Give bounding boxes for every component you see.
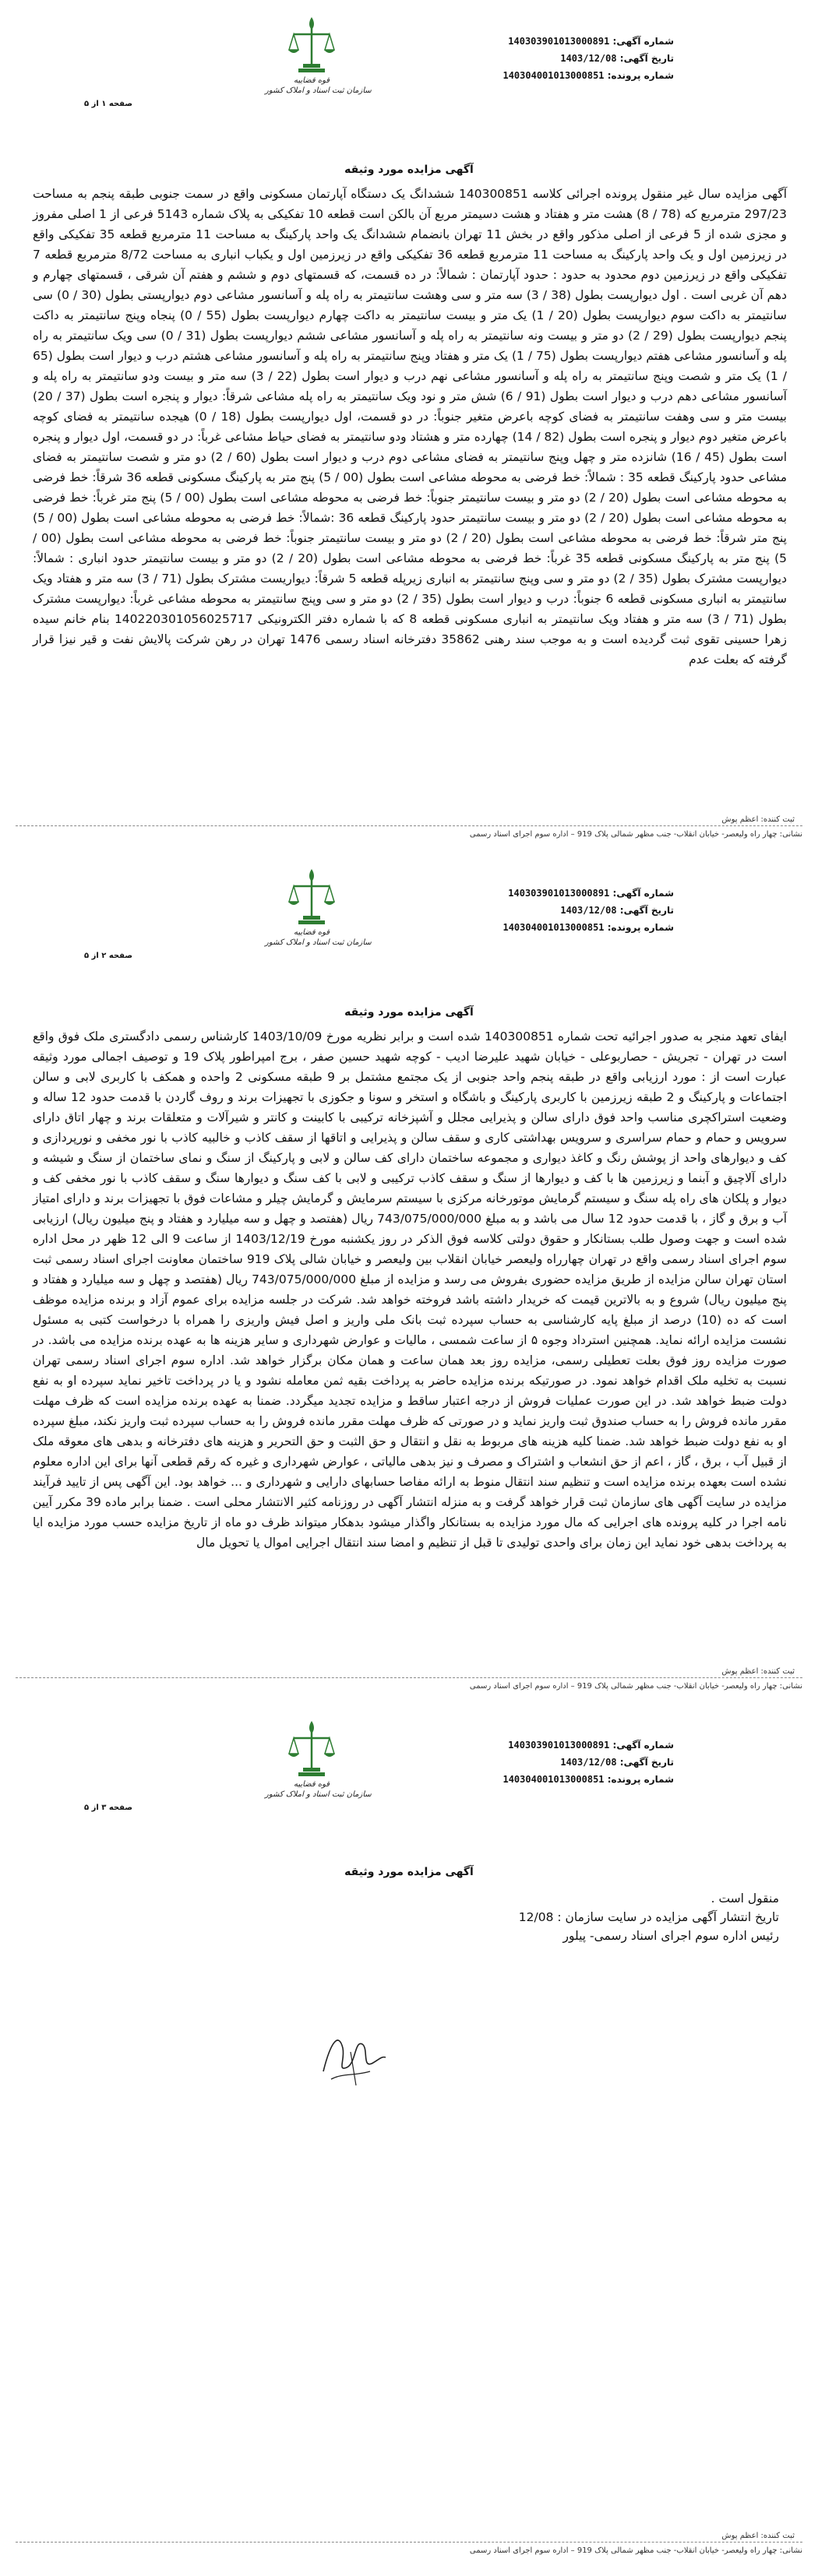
emblem-caption-bottom: سازمان ثبت اسناد و املاک کشور (265, 1790, 372, 1799)
notice-closing-lines (421, 1889, 779, 1945)
meta-row: تاریخ آگهی: 1403/12/08 (560, 905, 674, 916)
scales-of-justice-icon (287, 866, 336, 927)
notice-meta (425, 33, 674, 84)
meta-row: تاریخ آگهی: 1403/12/08 (560, 53, 674, 64)
footer-divider (16, 825, 802, 826)
footer-registrar: ثبت کننده: اعظم پوش (721, 1667, 795, 1676)
notice-body: آگهی مزایده سال غیر منقول پرونده اجرائی کلاسه 140300851 ششدانگ یک دستگاه آپارتمان مسکونی واقع در سمت جنوبی طبقه پنجم به مساحت 297/23 مترمربع که (78 / 8) هشت متر و هفتاد و هشت دسیمتر مربع آن بالکن است قطعه 10 تفکیکی به پلاک شماره 5143 فرعی از 1 اصلی مفروز و مجزی شده از 5 فرعی از اصلی مذکور واقع در بخش 11 تهران بانضمام ششدانگ یک واحد پارکینگ به مساحت 11 مترمربع قطعه 35 تفکیکی واقع در زیرزمین اول و یک واحد پارکینگ به مساحت 11 مترمربع قطعه 36 تفکیکی واقع در زیرزمین اول و یکباب انباری به مساحت 8/72 مترمربع قطعه 7 تفکیکی واقع در زیرزمین دوم محدود به حدود : حدود آپارتمان : شمالاً: در ده قسمت، که قسمتهای دوم و ششم و هفتم آن شرقی ، قسمتهای چهارم و دهم آن غربی است . اول دیوارپست بطول (38 / 3) سه متر و سی وهشت سانتیمتر به راه پله و آسانسور مشاعی دوم دیوارپستی بطول (30 / 0) سی سانتیمتر به داکت سوم دیوارپست بطول (20 / 1) یک متر و بیست سانتیمتر به داکت چهارم دیوارپست بطول (55 / 0) پنجاه وپنج سانتیمتر به داکت پنجم دیوارپست بطول (29 / 2) دو متر و بیست ونه سانتیمتر به راه پله و آسانسور مشاعی ششم دیوارپست بطول (31 / 0) سی ویک سانتیمتر به راه پله و آسانسور مشاعی هفتم دیوارپست بطول (75 / 1) یک متر و هفتاد وپنج سانتیمتر به راه پله و آسانسور مشاعی هشتم درب و دیوار است بطول (65 / 1) یک متر و شصت وپنج سانتیمتر به راه پله و آسانسور مشاعی نهم درب و دیوار است بطول (22 / 3) سه متر و بیست ودو سانتیمتر به راه پله و آسانسور مشاعی دهم درب و دیوار است بطول (91 / 6) شش متر و نود ویک سانتیمتر به راه پله مشاعی شرقاً: دیوار و پنجره است بطول (37 / 20) بیست متر و سی وهفت سانتیمتر به فضای کوچه باعرض متغیر جنوباً: در دو قسمت، اول دیوارپست بطول (18 / 0) هیجده سانتیمتر به فضای کوچه باعرض متغیر دوم دیوار و پنجره است بطول (82 / 14) چهارده متر و هشتاد ودو سانتیمتر به فضای حیاط مشاعی غرباً: در دو قسمت، اول دیوار و پنجره است بطول (45 / 16) شانزده متر و چهل وپنج سانتیمتر به فضای مشاعی دوم درب و دیوار است بطول (60 / 2) دو متر و شصت سانتیمتر به فضای مشاعی حدود پارکینگ قطعه 35 : شمالاً: خط فرضی به محوطه مشاعی است بطول (00 / 5) پنج متر به پارکینگ مسکونی قطعه 36 شرقاً: خط فرضی به محوطه مشاعی است بطول (20 / 2) دو متر و بیست سانتیمتر جنوباً: خط فرضی به محوطه مشاعی است بطول (00 / 5) پنج متر غرباً: خط فرضی به محوطه مشاعی است بطول (20 / 2) دو متر و بیست سانتیمتر حدود پارکینگ قطعه 36 :شمالاً: خط فرضی به محوطه مشاعی است بطول (00 / 5) پنج متر شرقاً: خط فرضی به محوطه مشاعی است بطول (20 / 2) دو متر و بیست سانتیمتر جنوباً: خط فرضی به محوطه مشاعی است بطول (00 / 5) پنج متر به پارکینگ مسکونی قطعه 35 غرباً: خط فرضی به محوطه مشاعی است بطول (20 / 2) دو متر و بیست سانتیمتر حدود انباری : شمالاً: دیوارپست مشترک بطول (35 / 2) دو متر و سی وپنج سانتیمتر به انباری زیرپله قطعه 5 شرقاً: دیواریست مشترک بطول (71 / 3) سه متر و هفتاد ویک سانتیمتر به انباری مسکونی قطعه 6 جنوباً: درب و دیوار است بطول (35 / 2) دو متر و سی وپنج سانتیمتر به محوطه مشاعی غرباً: دیوارپست مشترک بطول (71 / 3) سه متر و هفتاد ویک سانتیمتر به انباری مسکونی قطعه 8 که با شماره دفتر الکترونیکی 140220301056025717 بنام خانم سیده زهرا حسینی تقوی ثبت گردیده است و به موجب سند رهنی 35862 دفترخانه اسناد رسمی 1476 تهران در رهن شرکت پالایش نفت و قیر نیزا قرار گرفته که بعلت عدم (33, 187, 788, 667)
emblem (265, 866, 372, 947)
notice-title: آگهی مزایده مورد وثیقه (344, 1006, 474, 1019)
closing-line: تاریخ انتشار آگهی مزایده در سایت سازمان : 12/08 (518, 1910, 779, 1924)
notice-footer (16, 2531, 802, 2557)
signature (308, 2025, 393, 2098)
emblem-caption-top: قوه قضاییه (293, 1780, 330, 1789)
notice-footer (16, 815, 802, 840)
notice-body: ایفای تعهد منجر به صدور اجرائیه تحت شماره 140300851 شده است و برابر نظریه مورخ 1403/10/09 کارشناس رسمی دادگستری ملک فوق واقع است در تهران - تجریش - حصاربوعلی - خیابان شهید علیرضا ادیب - کوچه شهید حسین صفر ، برج امپراطور پلاک 19 و توصیف اجمالی مورد وثیقه عبارت است از : مورد ارزیابی واقع در طبقه پنجم واحد جنوبی از یک مجتمع مشتمل بر 9 طبقه مسکونی 2 واحده و همکف با کاربری لابی و سالن اجتماعات و پارکینگ و 2 طبقه زیرزمین با کاربری پارکینگ و باشگاه و استخر و سونا و جکوزی با تجهیزات برند و روف گاردن با قدمت حدود 12 ساله و وضعیت استراکچری مناسب واحد فوق دارای سالن و پذیرایی مجلل و آشپزخانه ترکیبی با کابینت و کانتر و شیرآلات و متعلقات برند و چهار اتاق دارای سرویس و حمام و حمام سراسری و سرویس بهداشتی کاری و سقف سالن و پذیرایی و اتاقها از سقف کاذب و خالبیه کاذب با نور مخفی و نورپردازی و کف و دیوارهای واحد از پوشش رنگ و کاغذ دیواری و مجموعه ساختمان دارای کف سالن و لابی و پارکینگ از سنگ و نمای ساختمان از سنگ و شیشه و دارای آلاچیق و آبنما و زیرزمین ها با کف و دیوارها از سنگ و سقف کاذب ترکیبی و لابی با کف سنگ و دیوارها سنگ و سقف کاذب با نور مخفی کف و دیوار و پلکان های راه پله سنگ و سیستم گرمایش موتورخانه مرکزی با سیستم سرمایش و گرمایش چیلر و مشاعات فوق با تجهیزات برند و دارای امتیاز آب و برق و گاز ، با قدمت حدود 12 سال می باشد و به مبلغ 743/075/000/000 ریال (هفتصد و چهل و سه میلیارد و هفتاد و پنج میلیون ریال) ارزیابی شده است و جهت وصول طلب بستانکار و حقوق دولتی کلاسه فوق الذکر در روز یکشنبه مورخ 1403/12/19 از ساعت 9 الی 12 ظهر در محل اداره سوم اجرای اسناد رسمی واقع در تهران چهارراه ولیعصر خیابان انقلاب بین ولیعصر و خیابان شالی پلاک 919 ساختمان معاونت اجرای اسناد رسمی ثبت استان تهران سالن مزایده از طریق مزایده حضوری بفروش می رسد و مزایده از مبلغ 743/075/000/000 ریال (هفتصد و چهل و سه میلیارد و هفتاد و پنج میلیون ریال) شروع و به بالاترین قیمت که خریدار داشته باشد فروخته خواهد شد. شرکت در جلسه مزایده برای عموم آزاد و برنده مزایده موظف است که ده (10) درصد از مبلغ پایه کارشناسی به حساب سپرده ثبت بانک ملی واریز و اصل فیش واریزی را همراه با درخواست کتبی به مسئول نشست مزایده ارائه نماید. همچنین استرداد وجوه ۵ از ساعت شمسی ، مالیات و عوارض شهرداری و سایر هزینه ها به عهده برنده مزایده می باشد. در صورت مزایده روز فوق بعلت تعطیلی رسمی، مزایده روز بعد همان ساعت و همان مکان برگزار خواهد شد. اداره سوم اجرای اسناد رسمی تهران نسبت به تخلیه ملک اقدام خواهد نمود. در صورتیکه برنده مزایده حاضر به پرداخت بقیه ثمن معامله نشود و یا در پرداخت تاخیر نماید سپرده او به نفع دولت ضبط خواهد شد. در این صورت عملیات فروش از درجه اعتبار ساقط و مزایده تجدید میگردد. ضمنا به عهده برنده مزایده است که ظرف مهلت مقرر مانده فروش را به حساب صندوق ثبت واریز نماید و در صورتی که ظرف مهلت مقرر مانده فروش را به حساب سپرده ثبت واریز نکند، مبلغ سپرده او به نفع دولت ضبط خواهد شد. ضمنا کلیه هزینه های مربوط به نقل و انتقال و حق الثبت و حق التحریر و هزینه های دفترخانه و بدهی های معوقه ملک از قبیل آب ، برق ، گاز ، اعم از حق انشعاب و اشتراک و مصرف و نیز بدهی مالیاتی ، عوارض شهرداری و غیره که رقم قطعی آنها برای این اداره معلوم نشده است بعهده برنده مزایده است و تنظیم سند انتقال منوط به ارائه مفاصا حسابهای دارایی و شهرداری و ... خواهد بود. این آگهی پس از تایید فرآیند مزایده در سایت آگهی های سازمان ثبت قرار خواهد گرفت و به منزله انتشار آگهی در روزنامه کثیر الانتشار محلی است . ضمنا برابر ماده 39 مکرر آیین نامه اجرا در کلیه پرونده های اجرایی که مال مورد مزایده به بستانکار واگذار میشود بدهکار میتواند ظرف دو ماه از تاریخ مزایده حسب مورد مزایده ایا به پرداخت بدهی خود نماید این زمان برای واحدی تولیدی تا قبل از تنظیم و امضا سند انتقال اجرایی اموال یا تحویل مال (33, 1029, 788, 1550)
meta-row: شماره آگهی: 140303901013000891 (508, 36, 674, 47)
meta-row: شماره آگهی: 140303901013000891 (508, 888, 674, 899)
notice-meta (425, 885, 674, 936)
emblem-caption-top: قوه قضاییه (293, 928, 330, 937)
footer-divider (16, 1677, 802, 1678)
meta-row: شماره آگهی: 140303901013000891 (508, 1740, 674, 1751)
notice-title: آگهی مزایده مورد وثیقه (344, 1866, 474, 1878)
notice-footer (16, 1666, 802, 1692)
scales-of-justice-icon (287, 1718, 336, 1779)
footer-address: نشانی: چهار راه ولیعصر- خیابان انقلاب- جنب مظهر شمالی پلاک 919 – اداره سوم اجرای اسناد رسمی (469, 1682, 802, 1691)
footer-divider (16, 2542, 802, 2543)
notice-title: آگهی مزایده مورد وثیقه (344, 164, 474, 176)
closing-line: رئیس اداره سوم اجرای اسناد رسمی- پیلور (562, 1929, 779, 1943)
footer-address: نشانی: چهار راه ولیعصر- خیابان انقلاب- جنب مظهر شمالی پلاک 919 – اداره سوم اجرای اسناد رسمی (469, 830, 802, 839)
meta-row: شماره پرونده: 140304001013000851 (502, 1774, 674, 1785)
meta-row: شماره پرونده: 140304001013000851 (502, 922, 674, 933)
emblem-caption-bottom: سازمان ثبت اسناد و املاک کشور (265, 938, 372, 947)
footer-address: نشانی: چهار راه ولیعصر- خیابان انقلاب- جنب مظهر شمالی پلاک 919 – اداره سوم اجرای اسناد رسمی (469, 2546, 802, 2555)
emblem-caption-top: قوه قضاییه (293, 76, 330, 85)
notice-meta (425, 1737, 674, 1788)
closing-line: منقول است . (710, 1892, 779, 1906)
emblem (265, 1718, 372, 1799)
page-label: صفحه ۲ از ۵ (84, 952, 132, 960)
scales-of-justice-icon (287, 14, 336, 75)
footer-registrar: ثبت کننده: اعظم پوش (721, 2532, 795, 2540)
meta-row: تاریخ آگهی: 1403/12/08 (560, 1757, 674, 1768)
page-label: صفحه ۱ از ۵ (84, 100, 132, 108)
handwritten-signature-icon (308, 2025, 393, 2095)
page-label: صفحه ۳ از ۵ (84, 1804, 132, 1812)
meta-row: شماره پرونده: 140304001013000851 (502, 70, 674, 81)
emblem-caption-bottom: سازمان ثبت اسناد و املاک کشور (265, 86, 372, 95)
footer-registrar: ثبت کننده: اعظم پوش (721, 815, 795, 824)
emblem (265, 14, 372, 95)
